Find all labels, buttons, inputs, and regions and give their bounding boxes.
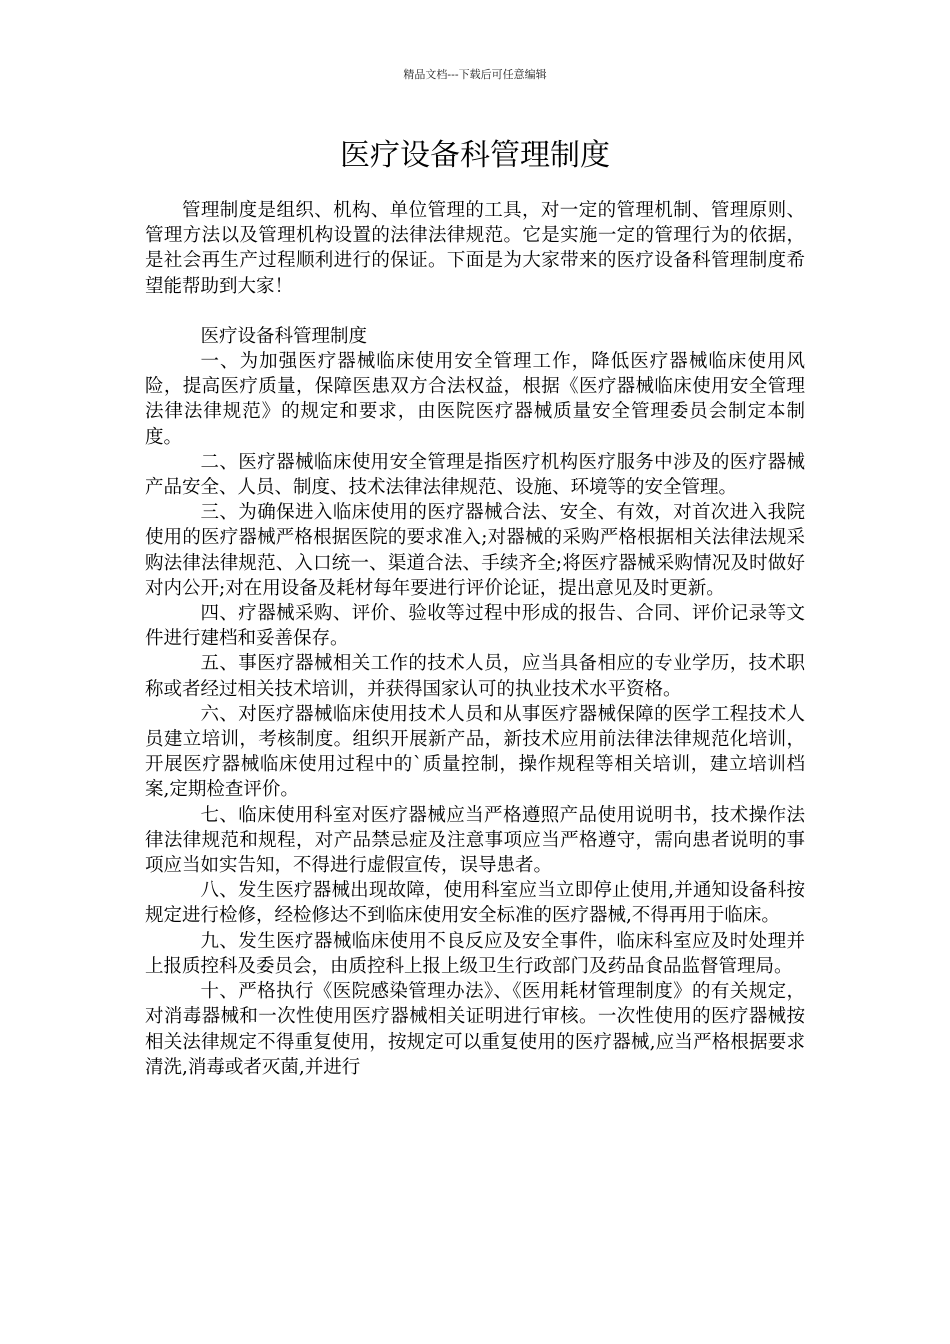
document-body [145, 198, 805, 1080]
regulation-item-4: 四、疗器械采购、评价、验收等过程中形成的报告、合同、评价记录等文件进行建档和妥善保存。 [145, 603, 805, 650]
regulation-item-9: 九、发生医疗器械临床使用不良反应及安全事件，临床科室应及时处理并上报质控科及委员会，由质控科上报上级卫生行政部门及药品食品监督管理局。 [145, 930, 805, 977]
regulation-item-2: 二、医疗器械临床使用安全管理是指医疗机构医疗服务中涉及的医疗器械产品安全、人员、制度、技术法律法律规范、设施、环境等的安全管理。 [145, 451, 805, 499]
regulation-item-1: 一、为加强医疗器械临床使用安全管理工作，降低医疗器械临床使用风险，提高医疗质量，保障医患双方合法权益，根据《医疗器械临床使用安全管理法律法律规范》的规定和要求，由医院医疗器械质量安全管理委员会制定本制度。 [145, 351, 805, 448]
intro-paragraph: 管理制度是组织、机构、单位管理的工具，对一定的管理机制、管理原则、管理方法以及管理机构设置的法律法律规范。它是实施一定的管理行为的依据，是社会再生产过程顺利进行的保证。下面是为大家带来的医疗设备科管理制度希望能帮助到大家！ [145, 200, 805, 297]
regulation-item-8: 八、发生医疗器械出现故障，使用科室应当立即停止使用,并通知设备科按规定进行检修，经检修达不到临床使用安全标准的医疗器械,不得再用于临床。 [145, 880, 805, 927]
regulation-item-6: 六、对医疗器械临床使用技术人员和从事医疗器械保障的医学工程技术人员建立培训，考核制度。组织开展新产品，新技术应用前法律法律规范化培训，开展医疗器械临床使用过程中的`质量控制，操作规程等相关培训，建立培训档案,定期检查评价。 [145, 703, 805, 801]
page-header: 精品文档---下载后可任意编辑 [403, 68, 547, 81]
section-subtitle: 医疗设备科管理制度 [200, 325, 368, 347]
regulation-item-5: 五、事医疗器械相关工作的技术人员，应当具备相应的专业学历，技术职称或者经过相关技术培训，并获得国家认可的执业技术水平资格。 [145, 653, 805, 700]
regulation-item-7: 七、临床使用科室对医疗器械应当严格遵照产品使用说明书，技术操作法律法律规范和规程，对产品禁忌症及注意事项应当严格遵守，需向患者说明的事项应当如实告知，不得进行虚假宣传，误导患者。 [145, 804, 805, 877]
regulation-item-10: 十、严格执行《医院感染管理办法》、《医用耗材管理制度》的有关规定，对消毒器械和一次性使用医疗器械相关证明进行审核。一次性使用的医疗器械按相关法律规定不得重复使用，按规定可以重复使用的医疗器械,应当严格根据要求清洗,消毒或者灭菌,并进行 [145, 981, 805, 1078]
document-title: 医疗设备科管理制度 [340, 138, 610, 173]
regulation-item-3: 三、为确保进入临床使用的医疗器械合法、安全、有效，对首次进入我院使用的医疗器械严格根据医院的要求准入;对器械的采购严格根据相关法律法规采购法律法律规范、入口统一、渠道合法、手续齐全;将医疗器械采购情况及时做好对内公开;对在用设备及耗材每年要进行评价论证，提出意见及时更新。 [145, 502, 805, 599]
